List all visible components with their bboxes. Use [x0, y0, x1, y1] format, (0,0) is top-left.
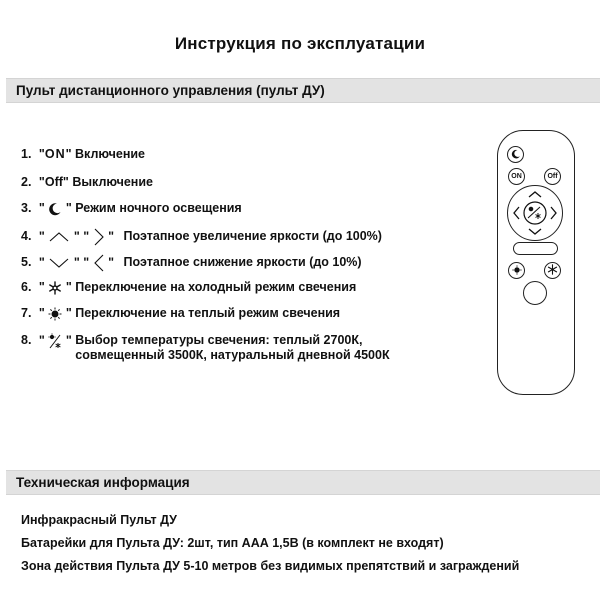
- off-button-label: Off: [547, 173, 558, 180]
- chevron-up-icon: [529, 192, 541, 197]
- quote-mark: ": [65, 147, 72, 161]
- chevron-down-icon: [48, 257, 70, 269]
- instruction-item-8: [21, 333, 420, 363]
- quote-mark: ": [38, 280, 45, 294]
- sun-icon: [512, 262, 522, 280]
- on-button: [508, 168, 525, 185]
- item-description: Поэтапное снижение яркости (до 10%): [123, 255, 362, 270]
- quote-mark: " ": [73, 229, 90, 244]
- button-label-on: ON: [44, 147, 66, 161]
- item-description: Выбор температуры свечения: теплый 2700К, совмещенный 3500К, натуральный дневной 4500К: [75, 333, 390, 362]
- moon-icon: [48, 202, 62, 216]
- item-number: 5.: [21, 255, 32, 270]
- instruction-item-6: [21, 280, 356, 295]
- quote-mark: ": [62, 175, 69, 189]
- mode-bar-button: [513, 242, 558, 255]
- tech-info-line: Батарейки для Пульта ДУ: 2шт, тип ААА 1,5В (в комплект не входят): [21, 536, 444, 550]
- quote-mark: ": [108, 229, 115, 244]
- chevron-up-icon: [48, 231, 70, 243]
- instruction-item-3: [21, 201, 242, 216]
- chevron-left-icon: [514, 207, 519, 219]
- quote-mark: ": [65, 201, 72, 215]
- warm-mode-button: [508, 262, 525, 279]
- round-button: [523, 281, 547, 305]
- temperature-cycle-icon: [48, 333, 62, 349]
- quote-mark: ": [38, 175, 45, 189]
- quote-mark: ": [38, 147, 45, 161]
- quote-mark: ": [38, 333, 45, 348]
- instruction-item-5: [21, 254, 362, 272]
- instruction-item-2: [21, 175, 153, 190]
- on-button-label: ON: [511, 173, 522, 180]
- tech-info-line: Инфракрасный Пульт ДУ: [21, 513, 177, 527]
- moon-icon: [511, 146, 521, 164]
- direction-pad: [507, 185, 563, 241]
- remote-control-illustration: [497, 130, 575, 395]
- quote-mark: ": [65, 306, 72, 320]
- off-button: [544, 168, 561, 185]
- cold-mode-button: [544, 262, 561, 279]
- button-label-off: Off: [44, 175, 63, 189]
- instruction-item-4: [21, 228, 382, 246]
- item-number: 8.: [21, 333, 32, 348]
- quote-mark: ": [108, 255, 115, 270]
- item-number: 1.: [21, 147, 32, 161]
- section-heading: Пульт дистанционного управления (пульт ДУ): [16, 83, 325, 98]
- instruction-item-7: [21, 306, 340, 321]
- quote-mark: ": [38, 306, 45, 320]
- quote-mark: ": [38, 255, 45, 270]
- section-header-remote: [6, 78, 600, 103]
- item-number: 4.: [21, 229, 32, 244]
- item-description: Выключение: [72, 175, 153, 189]
- tech-info-line: Зона действия Пульта ДУ 5-10 метров без видимых препятствий и заграждений: [21, 559, 520, 573]
- section-heading: Техническая информация: [16, 475, 190, 490]
- section-header-tech: [6, 470, 600, 495]
- item-description: Режим ночного освещения: [75, 201, 242, 215]
- quote-mark: ": [65, 333, 72, 348]
- item-description: Включение: [75, 147, 146, 161]
- chevron-right-icon: [93, 228, 105, 246]
- page-title: Инструкция по эксплуатации: [174, 34, 426, 53]
- chevron-right-icon: [551, 207, 556, 219]
- snowflake-icon: [48, 281, 62, 295]
- quote-mark: ": [65, 280, 72, 294]
- item-description: Поэтапное увеличение яркости (до 100%): [123, 229, 382, 244]
- item-description: Переключение на холодный режим свечения: [75, 280, 357, 294]
- chevron-down-icon: [529, 229, 541, 234]
- item-number: 7.: [21, 306, 32, 320]
- sun-icon: [48, 307, 62, 321]
- item-number: 2.: [21, 175, 32, 189]
- quote-mark: " ": [73, 255, 90, 270]
- quote-mark: ": [38, 229, 45, 244]
- item-number: 6.: [21, 280, 32, 294]
- chevron-left-icon: [93, 254, 105, 272]
- snowflake-icon: [547, 262, 558, 280]
- instruction-item-1: [21, 147, 145, 162]
- quote-mark: ": [38, 201, 45, 215]
- item-description: Переключение на теплый режим свечения: [75, 306, 341, 320]
- night-mode-button: [507, 146, 524, 163]
- item-number: 3.: [21, 201, 32, 215]
